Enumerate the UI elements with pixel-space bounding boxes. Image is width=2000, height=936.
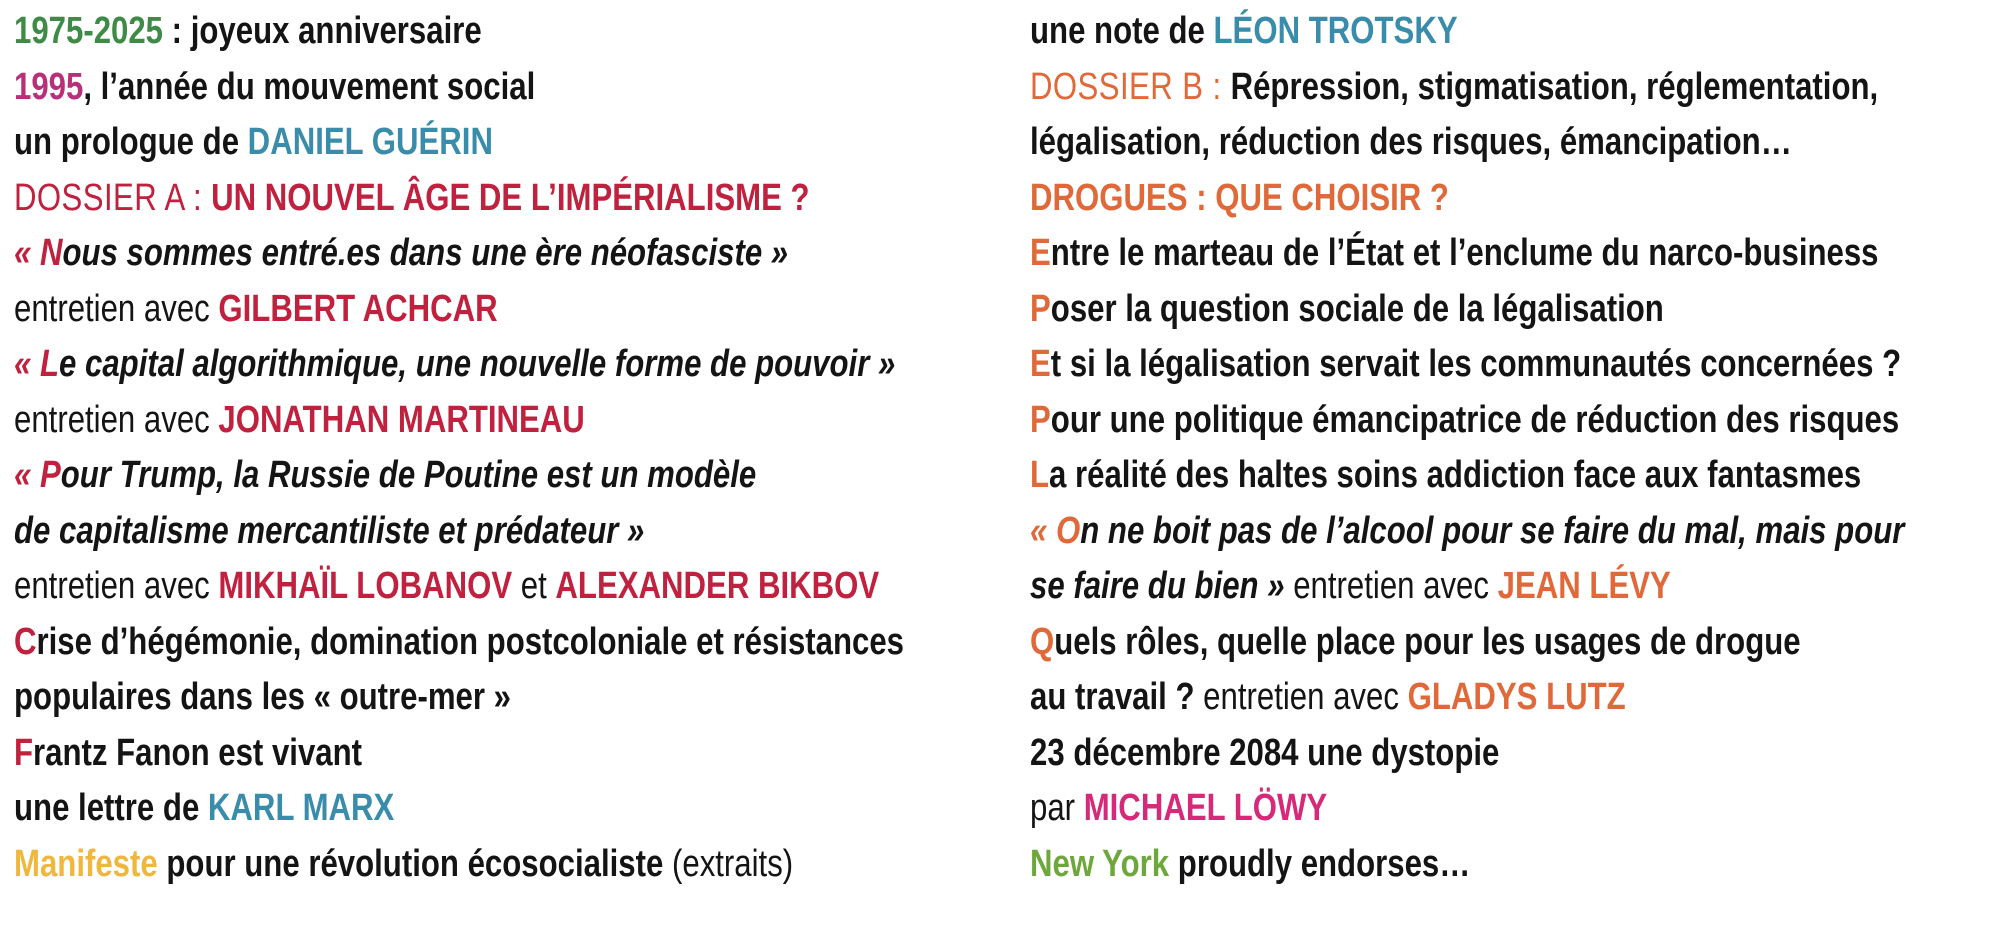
year-1995: 1995 — [14, 65, 84, 108]
capital-algorithmique-title: e capital algorithmique, une nouvelle forme de pouvoir » — [59, 343, 896, 385]
usages-drogue-title: uels rôles, quelle place pour les usages de drogue — [1054, 620, 1801, 663]
left-column — [14, 4, 1014, 892]
entry-dystopie — [1030, 726, 1817, 782]
manifeste-word: Manifeste — [14, 842, 158, 885]
question-sociale-title: oser la question sociale de la légalisation — [1050, 287, 1664, 330]
alcool-title-cont: se faire du bien » — [1030, 565, 1285, 607]
author-lobanov: MIKHAÏL LOBANOV — [218, 565, 513, 607]
anniversary-years: 1975-2025 — [14, 10, 164, 52]
dossier-a-title: UN NOUVEL ÂGE DE L’IMPÉRIALISME ? — [211, 176, 810, 219]
drogues-title: DROGUES : QUE CHOISIR ? — [1030, 176, 1449, 219]
entry-haltes-soins — [1030, 448, 1862, 504]
entry-neofasciste — [14, 226, 834, 282]
new-york-title: proudly endorses… — [1169, 842, 1471, 885]
extraits-note: (extraits) — [671, 842, 794, 885]
dossier-b-subtitle-cont — [1030, 115, 1817, 171]
trump-russie-title-cont: de capitalisme mercantiliste et prédateur » — [14, 509, 645, 552]
dossier-a-label: DOSSIER A : — [14, 176, 212, 219]
initial-o: « O — [1030, 509, 1081, 552]
entry-1995 — [14, 60, 834, 116]
new-york-word: New York — [1030, 842, 1170, 885]
entry-question-sociale — [1030, 282, 1817, 338]
entry-interview-achcar — [14, 282, 834, 338]
conjunction-et: et — [512, 565, 556, 607]
by-label: par — [1030, 787, 1084, 829]
author-guerin: DANIEL GUÉRIN — [247, 121, 493, 163]
entry-fanon — [14, 726, 834, 782]
author-achcar: GILBERT ACHCAR — [218, 287, 498, 330]
entry-new-york — [1030, 837, 1817, 893]
initial-p: P — [1030, 398, 1051, 441]
manifeste-title: pour une révolution écosocialiste — [157, 842, 672, 885]
entry-trump-russie-cont — [14, 504, 834, 560]
entry-interview-lutz — [1030, 670, 1817, 726]
entry-interview-levy — [1030, 559, 1817, 615]
initial-p: « P — [14, 454, 61, 496]
initial-n: « N — [14, 232, 63, 274]
author-lutz: GLADYS LUTZ — [1407, 676, 1626, 718]
entry-interview-martineau — [14, 393, 834, 449]
marteau-enclume-title: ntre le marteau de l’État et l’enclume du narco-business — [1050, 232, 1879, 274]
haltes-soins-title: a réalité des haltes soins addiction face aux fantasmes — [1049, 454, 1862, 496]
entry-by-lowy — [1030, 781, 1817, 837]
entry-legalisation-communautes — [1030, 337, 1902, 393]
interview-label: entretien avec — [1284, 565, 1498, 607]
alcool-title: n ne boit pas de l’alcool pour se faire du mal, mais pour — [1080, 509, 1905, 552]
author-martineau: JONATHAN MARTINEAU — [218, 398, 585, 441]
note-label: une note de — [1030, 10, 1214, 52]
crise-hegemonie-title-cont: populaires dans les « outre-mer » — [14, 676, 511, 718]
entry-capital-algorithmique — [14, 337, 896, 393]
initial-f: F — [14, 731, 34, 774]
legalisation-communautes-title: t si la légalisation servait les communautés concernées ? — [1050, 343, 1902, 385]
entry-alcool — [1030, 504, 1905, 560]
initial-e: E — [1030, 343, 1051, 385]
entry-crise-hegemonie — [14, 615, 905, 671]
entry-interview-lobanov-bikbov — [14, 559, 880, 615]
initial-l: L — [1030, 454, 1050, 496]
initial-l: « L — [14, 343, 60, 385]
dossier-b-heading — [1030, 60, 1879, 116]
entry-marteau-enclume — [1030, 226, 1879, 282]
reduction-risques-title: our une politique émancipatrice de réduction des risques — [1050, 398, 1900, 441]
dossier-a-heading — [14, 171, 834, 227]
interview-label: entretien avec — [14, 398, 219, 441]
author-levy: JEAN LÉVY — [1497, 565, 1671, 607]
entry-anniversary — [14, 4, 834, 60]
dossier-b-subtitle-line2: légalisation, réduction des risques, émancipation… — [1030, 121, 1792, 163]
entry-usages-drogue — [1030, 615, 1817, 671]
dossier-b-label: DOSSIER B : — [1030, 65, 1231, 108]
letter-label: une lettre de — [14, 787, 208, 829]
entry-manifeste — [14, 837, 834, 893]
interview-label: entretien avec — [1194, 676, 1408, 718]
initial-p: P — [1030, 287, 1051, 330]
entry-trotsky-note — [1030, 4, 1817, 60]
dossier-b-title — [1030, 171, 1817, 227]
trump-russie-title: our Trump, la Russie de Poutine est un modèle — [60, 454, 757, 496]
initial-e: E — [1030, 232, 1051, 274]
entry-prologue — [14, 115, 834, 171]
author-trotsky: LÉON TROTSKY — [1213, 10, 1458, 52]
neofasciste-title: ous sommes entré.es dans une ère néofasciste » — [62, 232, 789, 274]
anniversary-title: : joyeux anniversaire — [163, 10, 482, 52]
dossier-b-subtitle: Répression, stigmatisation, réglementation, — [1230, 65, 1879, 108]
social-movement-title: , l’année du mouvement social — [83, 65, 536, 108]
author-marx: KARL MARX — [207, 787, 395, 829]
initial-c: C — [14, 620, 37, 663]
fanon-title: rantz Fanon est vivant — [33, 731, 363, 774]
entry-crise-hegemonie-cont — [14, 670, 834, 726]
author-lowy: MICHAEL LÖWY — [1083, 787, 1328, 829]
interview-label: entretien avec — [14, 287, 219, 330]
dystopie-title: 23 décembre 2084 une dystopie — [1030, 731, 1500, 774]
crise-hegemonie-title: rise d’hégémonie, domination postcoloniale et résistances — [36, 620, 905, 663]
entry-marx-letter — [14, 781, 834, 837]
entry-trump-russie — [14, 448, 834, 504]
usages-drogue-title-cont: au travail ? — [1030, 676, 1195, 718]
entry-reduction-risques — [1030, 393, 1900, 449]
interview-label: entretien avec — [14, 565, 219, 607]
initial-q: Q — [1030, 620, 1055, 663]
author-bikbov: ALEXANDER BIKBOV — [555, 565, 880, 607]
prologue-label: un prologue de — [14, 121, 248, 163]
right-column — [1030, 4, 1990, 892]
